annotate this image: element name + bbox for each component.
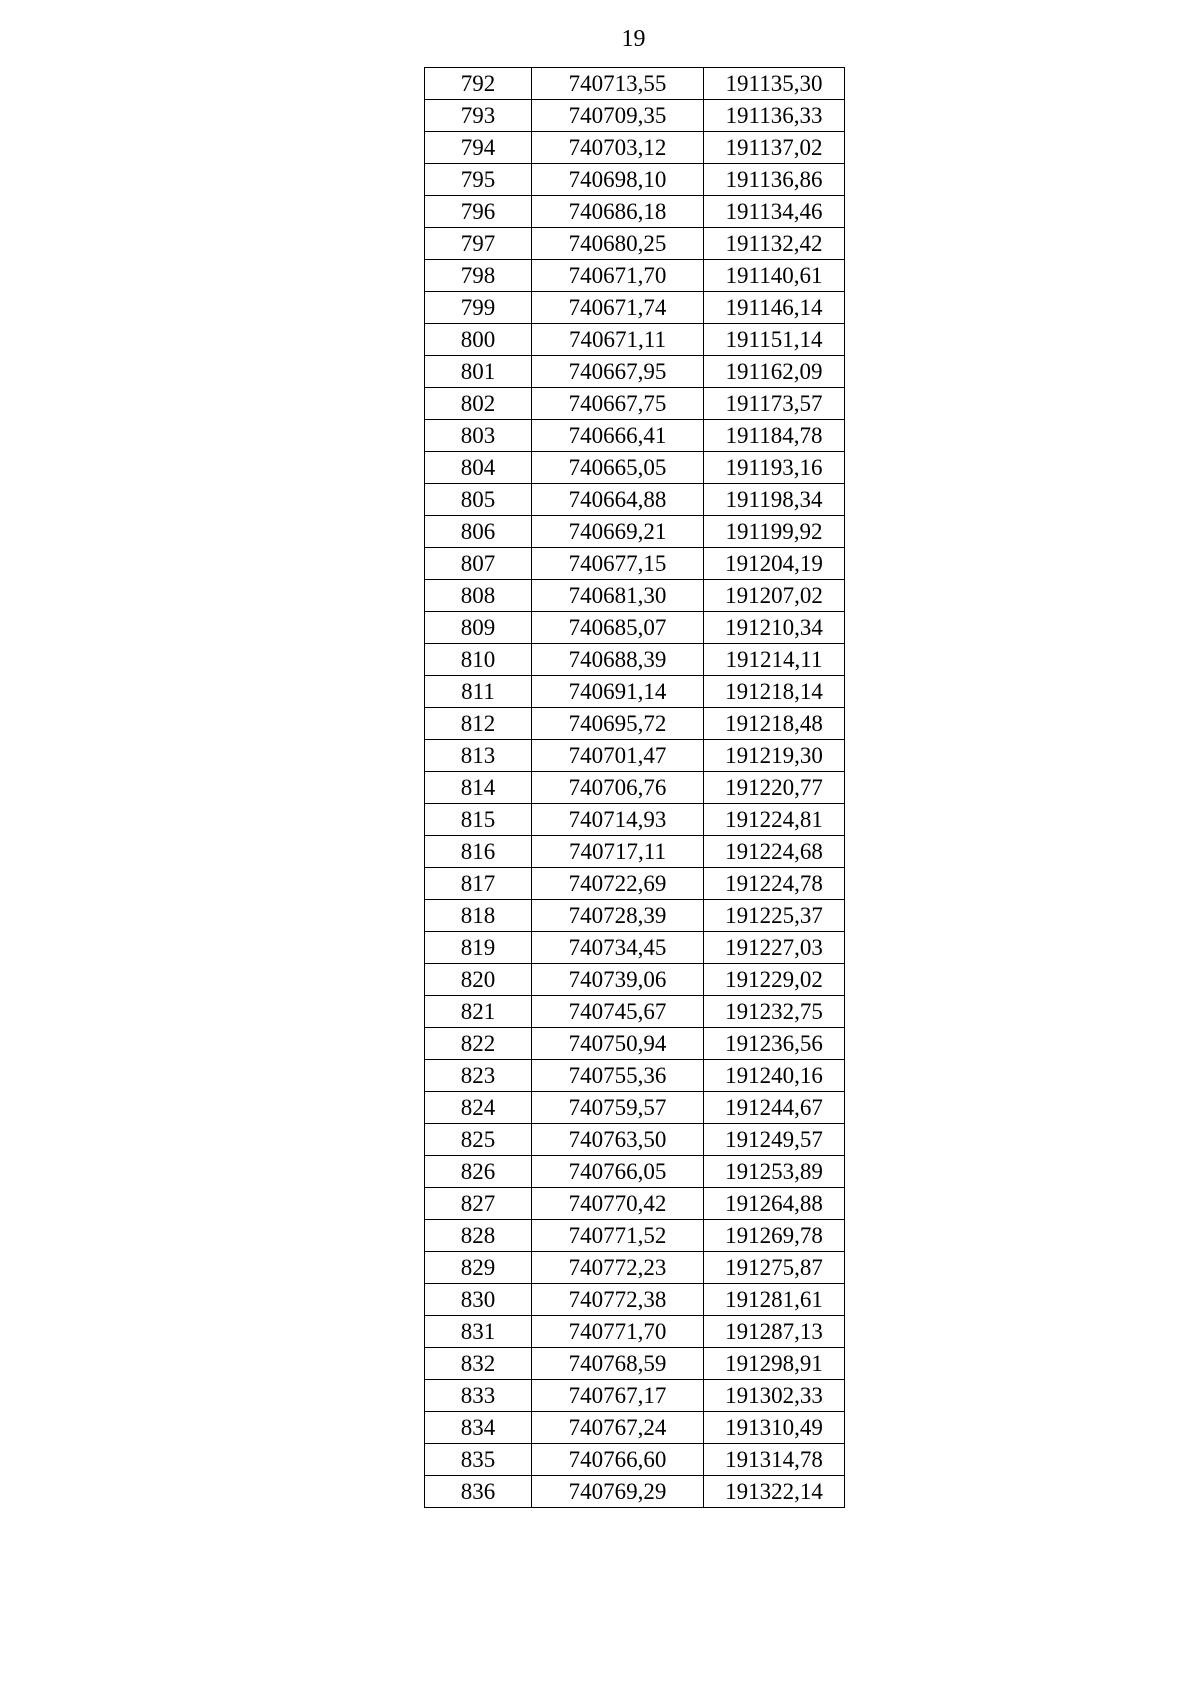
table-row — [425, 228, 845, 260]
y-coordinate-cell: 191236,56 — [704, 1028, 845, 1060]
x-coordinate-cell: 740666,41 — [532, 420, 704, 452]
y-coordinate-cell: 191229,02 — [704, 964, 845, 996]
y-coordinate-cell: 191218,48 — [704, 708, 845, 740]
y-coordinate-cell: 191199,92 — [704, 516, 845, 548]
x-coordinate-cell: 740767,17 — [532, 1380, 704, 1412]
y-coordinate-cell: 191281,61 — [704, 1284, 845, 1316]
point-number-cell: 814 — [425, 772, 532, 804]
y-coordinate-cell: 191275,87 — [704, 1252, 845, 1284]
x-coordinate-cell: 740772,38 — [532, 1284, 704, 1316]
y-coordinate-cell: 191298,91 — [704, 1348, 845, 1380]
x-coordinate-cell: 740671,74 — [532, 292, 704, 324]
x-coordinate-cell: 740665,05 — [532, 452, 704, 484]
point-number-cell: 797 — [425, 228, 532, 260]
point-number-cell: 801 — [425, 356, 532, 388]
x-coordinate-cell: 740717,11 — [532, 836, 704, 868]
x-coordinate-cell: 740685,07 — [532, 612, 704, 644]
x-coordinate-cell: 740770,42 — [532, 1188, 704, 1220]
y-coordinate-cell: 191302,33 — [704, 1380, 845, 1412]
point-number-cell: 830 — [425, 1284, 532, 1316]
point-number-cell: 813 — [425, 740, 532, 772]
point-number-cell: 800 — [425, 324, 532, 356]
y-coordinate-cell: 191220,77 — [704, 772, 845, 804]
point-number-cell: 807 — [425, 548, 532, 580]
point-number-cell: 824 — [425, 1092, 532, 1124]
table-row — [425, 1060, 845, 1092]
table-row — [425, 580, 845, 612]
table-row — [425, 932, 845, 964]
table-row — [425, 836, 845, 868]
y-coordinate-cell: 191137,02 — [704, 132, 845, 164]
point-number-cell: 836 — [425, 1476, 532, 1508]
table-row — [425, 1380, 845, 1412]
y-coordinate-cell: 191224,68 — [704, 836, 845, 868]
table-row — [425, 740, 845, 772]
x-coordinate-cell: 740701,47 — [532, 740, 704, 772]
point-number-cell: 819 — [425, 932, 532, 964]
point-number-cell: 793 — [425, 100, 532, 132]
table-row — [425, 292, 845, 324]
table-row — [425, 804, 845, 836]
x-coordinate-cell: 740728,39 — [532, 900, 704, 932]
table-row — [425, 196, 845, 228]
point-number-cell: 799 — [425, 292, 532, 324]
x-coordinate-cell: 740713,55 — [532, 68, 704, 100]
point-number-cell: 825 — [425, 1124, 532, 1156]
table-row — [425, 516, 845, 548]
y-coordinate-cell: 191322,14 — [704, 1476, 845, 1508]
table-row — [425, 1124, 845, 1156]
point-number-cell: 823 — [425, 1060, 532, 1092]
table-row — [425, 164, 845, 196]
y-coordinate-cell: 191210,34 — [704, 612, 845, 644]
table-row — [425, 996, 845, 1028]
y-coordinate-cell: 191218,14 — [704, 676, 845, 708]
point-number-cell: 803 — [425, 420, 532, 452]
y-coordinate-cell: 191287,13 — [704, 1316, 845, 1348]
y-coordinate-cell: 191198,34 — [704, 484, 845, 516]
y-coordinate-cell: 191162,09 — [704, 356, 845, 388]
table-row — [425, 1284, 845, 1316]
table-row — [425, 1412, 845, 1444]
table-row — [425, 100, 845, 132]
point-number-cell: 804 — [425, 452, 532, 484]
table-row — [425, 1348, 845, 1380]
point-number-cell: 829 — [425, 1252, 532, 1284]
y-coordinate-cell: 191314,78 — [704, 1444, 845, 1476]
x-coordinate-cell: 740698,10 — [532, 164, 704, 196]
table-row — [425, 612, 845, 644]
y-coordinate-cell: 191227,03 — [704, 932, 845, 964]
x-coordinate-cell: 740667,75 — [532, 388, 704, 420]
table-row — [425, 1188, 845, 1220]
x-coordinate-cell: 740706,76 — [532, 772, 704, 804]
table-row — [425, 420, 845, 452]
table-row — [425, 964, 845, 996]
point-number-cell: 831 — [425, 1316, 532, 1348]
point-number-cell: 805 — [425, 484, 532, 516]
x-coordinate-cell: 740766,60 — [532, 1444, 704, 1476]
x-coordinate-cell: 740722,69 — [532, 868, 704, 900]
x-coordinate-cell: 740688,39 — [532, 644, 704, 676]
table-row — [425, 484, 845, 516]
point-number-cell: 822 — [425, 1028, 532, 1060]
point-number-cell: 794 — [425, 132, 532, 164]
point-number-cell: 815 — [425, 804, 532, 836]
coordinates-table-body — [425, 68, 845, 1508]
x-coordinate-cell: 740755,36 — [532, 1060, 704, 1092]
table-row — [425, 1476, 845, 1508]
y-coordinate-cell: 191219,30 — [704, 740, 845, 772]
point-number-cell: 835 — [425, 1444, 532, 1476]
table-row — [425, 452, 845, 484]
point-number-cell: 828 — [425, 1220, 532, 1252]
y-coordinate-cell: 191214,11 — [704, 644, 845, 676]
x-coordinate-cell: 740686,18 — [532, 196, 704, 228]
y-coordinate-cell: 191232,75 — [704, 996, 845, 1028]
x-coordinate-cell: 740691,14 — [532, 676, 704, 708]
y-coordinate-cell: 191240,16 — [704, 1060, 845, 1092]
table-row — [425, 388, 845, 420]
table-row — [425, 324, 845, 356]
y-coordinate-cell: 191193,16 — [704, 452, 845, 484]
point-number-cell: 792 — [425, 68, 532, 100]
point-number-cell: 812 — [425, 708, 532, 740]
y-coordinate-cell: 191269,78 — [704, 1220, 845, 1252]
point-number-cell: 826 — [425, 1156, 532, 1188]
x-coordinate-cell: 740771,70 — [532, 1316, 704, 1348]
point-number-cell: 808 — [425, 580, 532, 612]
table-row — [425, 868, 845, 900]
y-coordinate-cell: 191244,67 — [704, 1092, 845, 1124]
table-row — [425, 772, 845, 804]
point-number-cell: 809 — [425, 612, 532, 644]
x-coordinate-cell: 740681,30 — [532, 580, 704, 612]
x-coordinate-cell: 740695,72 — [532, 708, 704, 740]
y-coordinate-cell: 191224,78 — [704, 868, 845, 900]
y-coordinate-cell: 191136,86 — [704, 164, 845, 196]
point-number-cell: 798 — [425, 260, 532, 292]
point-number-cell: 827 — [425, 1188, 532, 1220]
y-coordinate-cell: 191146,14 — [704, 292, 845, 324]
x-coordinate-cell: 740664,88 — [532, 484, 704, 516]
table-row — [425, 900, 845, 932]
y-coordinate-cell: 191253,89 — [704, 1156, 845, 1188]
point-number-cell: 796 — [425, 196, 532, 228]
y-coordinate-cell: 191132,42 — [704, 228, 845, 260]
point-number-cell: 834 — [425, 1412, 532, 1444]
x-coordinate-cell: 740671,70 — [532, 260, 704, 292]
table-row — [425, 676, 845, 708]
y-coordinate-cell: 191204,19 — [704, 548, 845, 580]
table-row — [425, 548, 845, 580]
point-number-cell: 811 — [425, 676, 532, 708]
x-coordinate-cell: 740669,21 — [532, 516, 704, 548]
x-coordinate-cell: 740671,11 — [532, 324, 704, 356]
table-row — [425, 1444, 845, 1476]
point-number-cell: 795 — [425, 164, 532, 196]
table-row — [425, 1252, 845, 1284]
point-number-cell: 806 — [425, 516, 532, 548]
y-coordinate-cell: 191264,88 — [704, 1188, 845, 1220]
point-number-cell: 810 — [425, 644, 532, 676]
y-coordinate-cell: 191207,02 — [704, 580, 845, 612]
table-row — [425, 644, 845, 676]
y-coordinate-cell: 191151,14 — [704, 324, 845, 356]
point-number-cell: 832 — [425, 1348, 532, 1380]
x-coordinate-cell: 740709,35 — [532, 100, 704, 132]
table-row — [425, 1092, 845, 1124]
table-row — [425, 132, 845, 164]
page-number: 19 — [621, 26, 646, 52]
x-coordinate-cell: 740739,06 — [532, 964, 704, 996]
x-coordinate-cell: 740714,93 — [532, 804, 704, 836]
table-row — [425, 1220, 845, 1252]
y-coordinate-cell: 191134,46 — [704, 196, 845, 228]
point-number-cell: 820 — [425, 964, 532, 996]
x-coordinate-cell: 740680,25 — [532, 228, 704, 260]
x-coordinate-cell: 740771,52 — [532, 1220, 704, 1252]
y-coordinate-cell: 191136,33 — [704, 100, 845, 132]
x-coordinate-cell: 740768,59 — [532, 1348, 704, 1380]
y-coordinate-cell: 191135,30 — [704, 68, 845, 100]
y-coordinate-cell: 191224,81 — [704, 804, 845, 836]
point-number-cell: 802 — [425, 388, 532, 420]
x-coordinate-cell: 740767,24 — [532, 1412, 704, 1444]
x-coordinate-cell: 740769,29 — [532, 1476, 704, 1508]
y-coordinate-cell: 191140,61 — [704, 260, 845, 292]
x-coordinate-cell: 740677,15 — [532, 548, 704, 580]
y-coordinate-cell: 191184,78 — [704, 420, 845, 452]
x-coordinate-cell: 740750,94 — [532, 1028, 704, 1060]
x-coordinate-cell: 740745,67 — [532, 996, 704, 1028]
x-coordinate-cell: 740667,95 — [532, 356, 704, 388]
x-coordinate-cell: 740772,23 — [532, 1252, 704, 1284]
y-coordinate-cell: 191225,37 — [704, 900, 845, 932]
coordinates-table — [424, 67, 845, 1508]
table-row — [425, 68, 845, 100]
point-number-cell: 816 — [425, 836, 532, 868]
x-coordinate-cell: 740703,12 — [532, 132, 704, 164]
x-coordinate-cell: 740766,05 — [532, 1156, 704, 1188]
point-number-cell: 833 — [425, 1380, 532, 1412]
x-coordinate-cell: 740763,50 — [532, 1124, 704, 1156]
table-row — [425, 708, 845, 740]
y-coordinate-cell: 191173,57 — [704, 388, 845, 420]
table-row — [425, 260, 845, 292]
x-coordinate-cell: 740759,57 — [532, 1092, 704, 1124]
point-number-cell: 818 — [425, 900, 532, 932]
table-row — [425, 1316, 845, 1348]
table-row — [425, 1028, 845, 1060]
point-number-cell: 817 — [425, 868, 532, 900]
point-number-cell: 821 — [425, 996, 532, 1028]
y-coordinate-cell: 191310,49 — [704, 1412, 845, 1444]
table-row — [425, 356, 845, 388]
y-coordinate-cell: 191249,57 — [704, 1124, 845, 1156]
table-row — [425, 1156, 845, 1188]
x-coordinate-cell: 740734,45 — [532, 932, 704, 964]
